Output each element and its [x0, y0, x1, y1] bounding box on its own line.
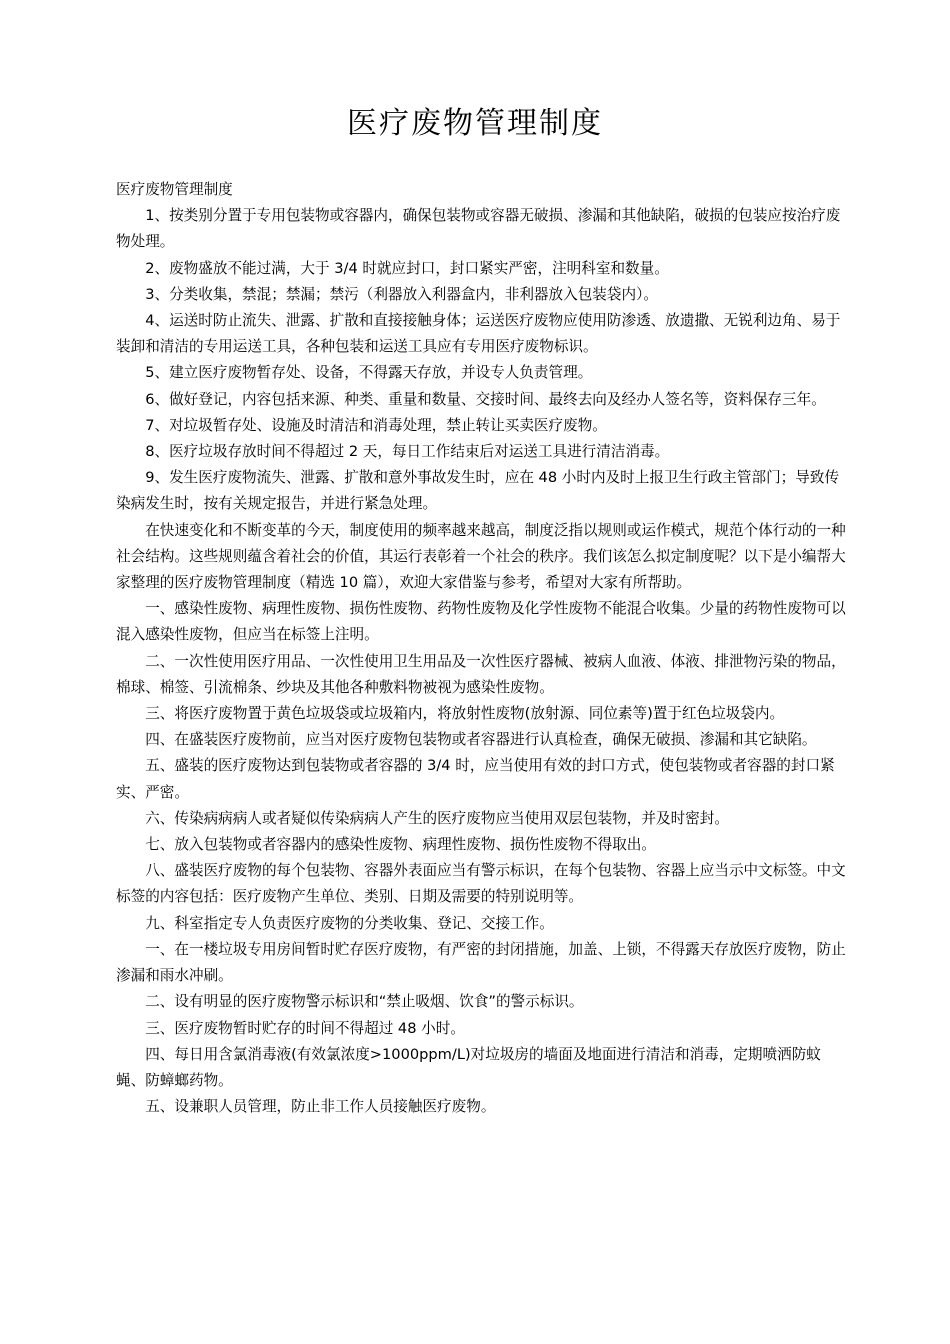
- paragraph: 5、建立医疗废物暂存处、设备，不得露天存放，并设专人负责管理。: [145, 364, 593, 382]
- paragraph: 6、做好登记，内容包括来源、种类、重量和数量、交接时间、最终去向及经办人签名等，资料保存三年。: [145, 390, 826, 408]
- paragraph: 四、每日用含氯消毒液(有效氯浓度>1000ppm/L)对垃圾房的墙面及地面进行清洁和消毒，定期喷洒防蚊蝇、防蟑螂药物。: [116, 1045, 821, 1089]
- paragraph: 六、传染病病病人或者疑似传染病病人产生的医疗废物应当使用双层包装物，并及时密封。: [145, 809, 729, 827]
- paragraph: 三、将医疗废物置于黄色垃圾袋或垃圾箱内，将放射性废物(放射源、同位素等)置于红色垃圾袋内。: [145, 705, 785, 723]
- document-subtitle: 医疗废物管理制度: [116, 181, 233, 198]
- paragraph: 2、废物盛放不能过满，大于 3/4 时就应封口，封口紧实严密，注明科室和数量。: [145, 259, 669, 277]
- paragraph: 二、一次性使用医疗用品、一次性使用卫生用品及一次性医疗器械、被病人血液、体液、排泄物污染的物品，棉球、棉签、引流棉条、纱块及其他各种敷料物被视为感染性废物。: [116, 652, 846, 696]
- paragraph: 五、设兼职人员管理，防止非工作人员接触医疗废物。: [145, 1098, 496, 1116]
- paragraph: 一、感染性废物、病理性废物、损伤性废物、药物性废物及化学性废物不能混合收集。少量的药物性废物可以混入感染性废物，但应当在标签上注明。: [116, 600, 846, 644]
- paragraph: 四、在盛装医疗废物前，应当对医疗废物包装物或者容器进行认真检查，确保无破损、渗漏和其它缺陷。: [145, 731, 817, 749]
- paragraph: 在快速变化和不断变革的今天，制度使用的频率越来越高，制度泛指以规则或运作模式，规范个体行动的一种社会结构。这些规则蕴含着社会的价值，其运行表彰着一个社会的秩序。我们该怎么拟定制度呢？以下是小编帮大家整理的医疗废物管理制度（精选 10 篇），欢迎大家借鉴与参考，希望对大家有所帮助。: [116, 521, 846, 592]
- paragraph: 4、运送时防止流失、泄露、扩散和直接接触身体；运送医疗废物应使用防渗透、放遗撒、无锐利边角、易于装卸和清洁的专用运送工具，各种包装和运送工具应有专用医疗废物标识。: [116, 312, 841, 356]
- paragraph: 8、医疗垃圾存放时间不得超过 2 天，每日工作结束后对运送工具进行清洁消毒。: [145, 443, 670, 461]
- document-body: [116, 177, 846, 1120]
- paragraph: 3、分类收集，禁混；禁漏；禁污（利器放入利器盒内，非利器放入包装袋内）。: [145, 285, 658, 303]
- paragraph: 八、盛装医疗废物的每个包装物、容器外表面应当有警示标识，在每个包装物、容器上应当示中文标签。中文标签的内容包括：医疗废物产生单位、类别、日期及需要的特别说明等。: [116, 862, 846, 906]
- paragraph: 三、医疗废物暂时贮存的时间不得超过 48 小时。: [145, 1019, 465, 1037]
- paragraph: 九、科室指定专人负责医疗废物的分类收集、登记、交接工作。: [145, 914, 554, 932]
- document-title: 医疗废物管理制度: [347, 106, 603, 141]
- paragraph: 1、按类别分置于专用包装物或容器内，确保包装物或容器无破损、渗漏和其他缺陷，破损的包装应按治疗废物处理。: [116, 207, 841, 251]
- paragraph: 五、盛装的医疗废物达到包装物或者容器的 3/4 时，应当使用有效的封口方式，使包装物或者容器的封口紧实、严密。: [116, 757, 835, 801]
- paragraph: 7、对垃圾暂存处、设施及时清洁和消毒处理，禁止转让买卖医疗废物。: [145, 416, 607, 434]
- paragraph: 二、设有明显的医疗废物警示标识和“禁止吸烟、饮食”的警示标识。: [145, 993, 584, 1011]
- paragraph: 一、在一楼垃圾专用房间暂时贮存医疗废物，有严密的封闭措施，加盖、上锁，不得露天存放医疗废物，防止渗漏和雨水冲刷。: [116, 940, 846, 985]
- paragraph: 9、发生医疗废物流失、泄露、扩散和意外事故发生时，应在 48 小时内及时上报卫生行政主管部门；导致传染病发生时，按有关规定报告，并进行紧急处理。: [116, 469, 840, 513]
- paragraph: 七、放入包装物或者容器内的感染性废物、病理性废物、损伤性废物不得取出。: [145, 836, 656, 854]
